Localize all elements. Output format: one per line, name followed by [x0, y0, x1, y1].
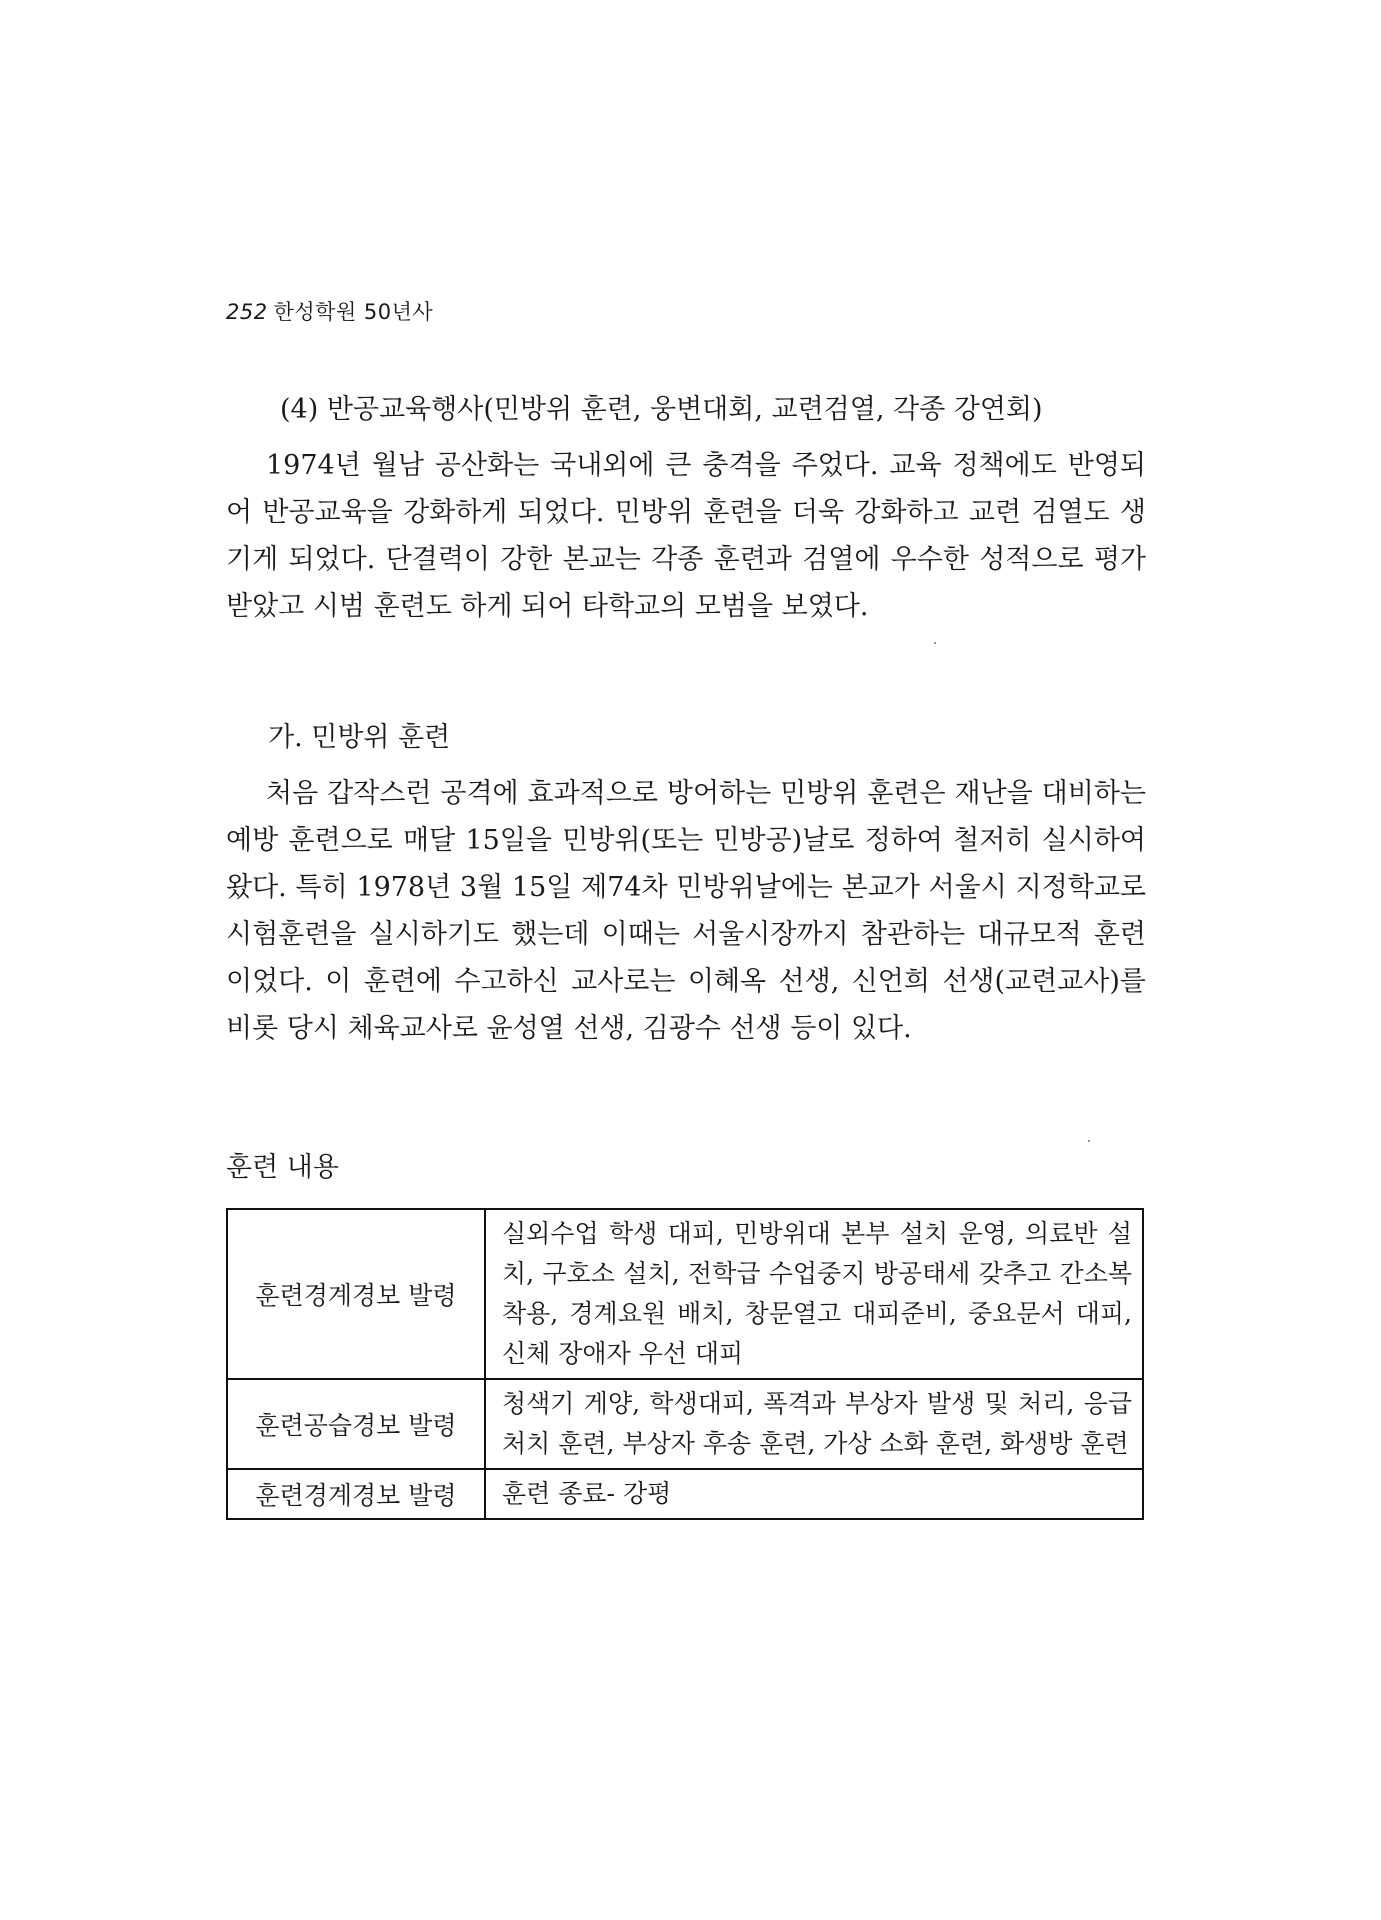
table-cell-content: 청색기 게양, 학생대피, 폭격과 부상자 발생 및 처리, 응급처치 훈련, 부상자 후송 훈련, 가상 소화 훈련, 화생방 훈련: [485, 1379, 1143, 1469]
table-row: [227, 1209, 1143, 1379]
table-caption: 훈련 내용: [226, 1152, 339, 1183]
table-cell-content: 훈련 종료- 강평: [485, 1469, 1143, 1519]
table-cell-label: 훈련공습경보 발령: [227, 1379, 485, 1469]
scan-speck: [1088, 1140, 1090, 1142]
training-table: [226, 1208, 1144, 1520]
paragraph-2: 처음 갑작스런 공격에 효과적으로 방어하는 민방위 훈련은 재난을 대비하는 예방 훈련으로 매달 15일을 민방위(또는 민방공)날로 정하여 철저히 실시하여 왔다. 특히 1978년 3월 15일 제74차 민방위날에는 본교가 서울시 지정학교로 시험훈련을 실시하기도 했는데 이때는 서울시장까지 참관하는 대규모적 훈련이었다. 이 훈련에 수고하신 교사로는 이혜옥 선생, 신언희 선생(교련교사)를 비롯 당시 체육교사로 윤성열 선생, 김광수 선생 등이 있다.: [226, 778, 1146, 1044]
sub-heading: 가. 민방위 훈련: [268, 722, 451, 753]
table-cell-content: 실외수업 학생 대피, 민방위대 본부 설치 운영, 의료반 설치, 구호소 설치, 전학급 수업중지 방공태세 갖추고 간소복 착용, 경계요원 배치, 창문열고 대피준비, 중요문서 대피, 신체 장애자 우선 대피: [485, 1209, 1143, 1379]
table-row: [227, 1379, 1143, 1469]
page-number: 252: [226, 300, 268, 324]
table-cell-label: 훈련경계경보 발령: [227, 1469, 485, 1519]
paragraph-1: 1974년 월남 공산화는 국내외에 큰 충격을 주었다. 교육 정책에도 반영되어 반공교육을 강화하게 되었다. 민방위 훈련을 더욱 강화하고 교련 검열도 생기게 되었다. 단결력이 강한 본교는 각종 훈련과 검열에 우수한 성적으로 평가 받았고 시범 훈련도 하게 되어 타학교의 모범을 보였다.: [226, 450, 1146, 622]
page-header: [226, 296, 433, 326]
book-title: 한성학원 50년사: [273, 300, 434, 324]
table-row: [227, 1469, 1143, 1519]
scan-speck: [934, 642, 936, 644]
table-cell-label: 훈련경계경보 발령: [227, 1209, 485, 1379]
section-heading: (4) 반공교육행사(민방위 훈련, 웅변대회, 교련검열, 각종 강연회): [280, 394, 1043, 425]
